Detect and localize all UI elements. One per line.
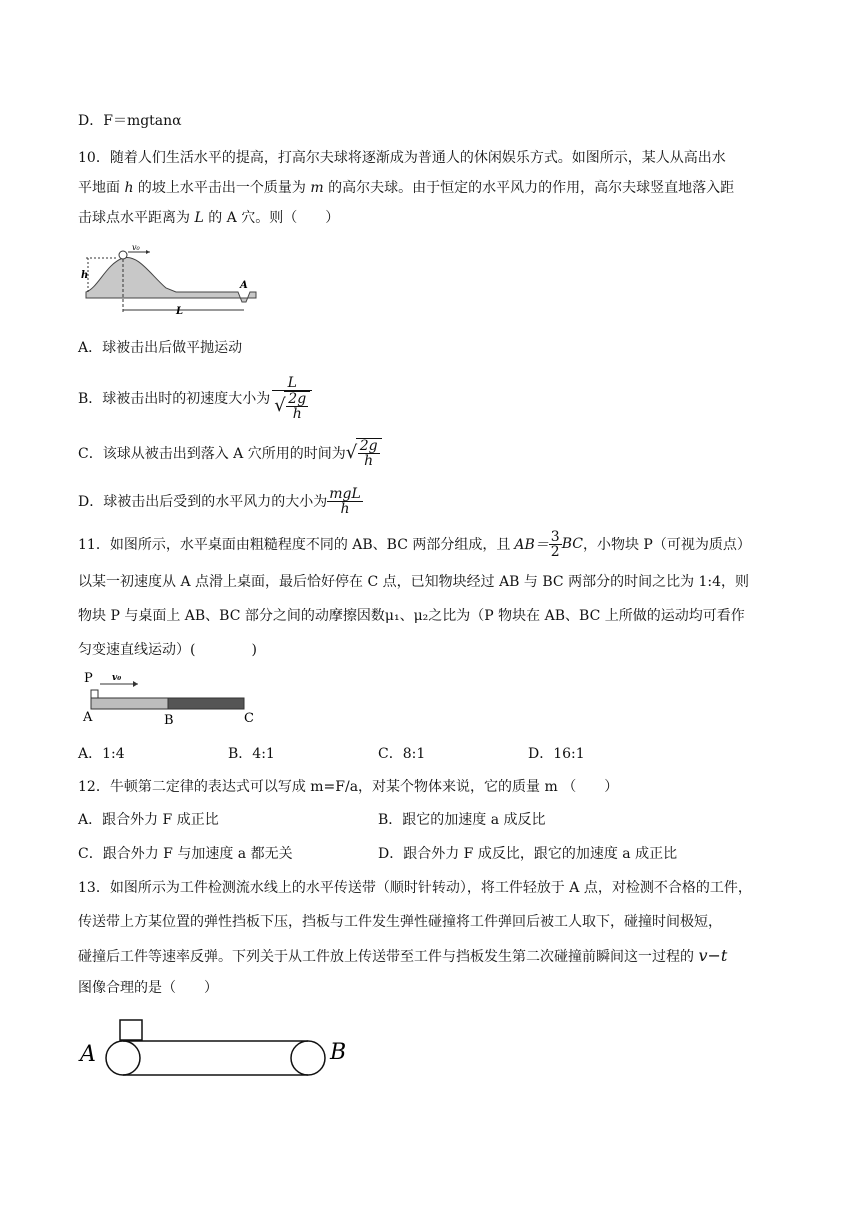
- fraction: [327, 487, 363, 516]
- v0-arrow-head: [133, 681, 138, 687]
- q10-text: 平地面: [78, 180, 125, 196]
- q10-var-L: L: [194, 210, 204, 226]
- conveyor-figure: [78, 1016, 358, 1080]
- q13-var-vt: v−t: [698, 946, 728, 965]
- fraction-numerator: 2g: [359, 438, 378, 454]
- label-h: h: [81, 270, 89, 281]
- q10-stem-line1: 10．随着人们生活水平的提高，打高尔夫球将逐渐成为普通人的休闲娱乐方式。如图所示，某人从高出水: [78, 150, 726, 166]
- q11-option-d: D．16:1: [528, 746, 585, 762]
- option-text: C．该球从被击出到落入 A 穴所用的时间为: [78, 446, 346, 462]
- label-v0: v₀: [112, 673, 122, 683]
- v0-arrow-head: [146, 250, 150, 254]
- q10-option-d: [78, 483, 363, 519]
- fraction: [358, 439, 380, 468]
- fraction: [272, 376, 312, 421]
- fraction-denominator: h: [340, 500, 350, 517]
- q10-text: 击球点水平距离为: [78, 210, 195, 226]
- q11-stem-line1: [78, 526, 751, 562]
- q10-option-a: A．球被击出后做平抛运动: [78, 340, 243, 356]
- inner-denominator: h: [292, 405, 302, 422]
- q10-text: 的 A 穴。则（ ）: [203, 210, 340, 226]
- pulley-right: [291, 1041, 325, 1075]
- fraction-numerator: L: [272, 376, 312, 391]
- fraction-denominator: 2: [550, 543, 560, 560]
- workpiece: [120, 1020, 142, 1040]
- label-B: B: [164, 713, 174, 728]
- inner-fraction: [286, 392, 308, 421]
- label-P: P: [84, 671, 93, 686]
- option-text: D．球被击出后受到的水平风力的大小为: [78, 494, 328, 510]
- segment-BC: [168, 698, 244, 709]
- label-A: A: [240, 280, 248, 291]
- radical-sign: √: [345, 442, 358, 463]
- q12-stem: 12．牛顿第二定律的表达式可以写成 m=F/a，对某个物体来说，它的质量 m （ ）: [78, 779, 619, 795]
- q11-stem-line3: 物块 P 与桌面上 AB、BC 部分之间的动摩擦因数μ₁、μ₂之比为（P 物块在 AB、BC 上所做的运动均可看作: [78, 608, 745, 624]
- fraction-denominator: h: [364, 453, 374, 469]
- pulley-left: [106, 1041, 140, 1075]
- q13-stem-line1: 13．如图所示为工件检测流水线上的水平传送带（顺时针转动），将工件轻放于 A 点，对检测不合格的工件，: [78, 880, 752, 896]
- q11-stem-line2: 以某一初速度从 A 点滑上桌面，最后恰好停在 C 点，已知物块经过 AB 与 BC 两部分的时间之比为 1:4，则: [78, 574, 750, 590]
- q9-option-d: D．F＝mgtanα: [78, 113, 182, 129]
- q13-text: 碰撞后工件等速率反弹。下列关于从工件放上传送带至工件与挡板发生第二次碰撞前瞬间这一过程的: [78, 949, 699, 965]
- q10-var-h: h: [124, 180, 134, 196]
- q12-option-a: A．跟合外力 F 成正比: [78, 812, 219, 828]
- q12-option-d: D．跟合外力 F 成反比，跟它的加速度 a 成正比: [378, 846, 678, 862]
- option-text: B．球被击出时的初速度大小为: [78, 391, 271, 407]
- sqrt: [346, 438, 382, 468]
- hill-shape: [86, 257, 256, 302]
- inner-numerator: 2g: [288, 390, 307, 407]
- q11-eq-rhs: BC: [561, 536, 583, 552]
- q12-option-c: C．跟合外力 F 与加速度 a 都无关: [78, 846, 293, 862]
- q11-eq-lhs: AB＝: [514, 537, 549, 553]
- q12-option-b: B．跟它的加速度 a 成反比: [378, 812, 546, 828]
- q11-text: 11．如图所示，水平桌面由粗糙程度不同的 AB、BC 两部分组成，且: [78, 537, 511, 553]
- q10-option-c: [78, 433, 382, 473]
- q11-fraction: [549, 530, 562, 559]
- q11-option-c: C．8:1: [378, 746, 426, 762]
- radical-sign: √: [274, 394, 286, 416]
- q10-text: 的高尔夫球。由于恒定的水平风力的作用，高尔夫球竖直地落入距: [323, 180, 735, 196]
- q11-option-a: A．1:4: [78, 746, 125, 762]
- q11-option-b: B．4:1: [228, 746, 275, 762]
- table-figure: [80, 668, 270, 728]
- q10-var-m: m: [310, 180, 324, 196]
- fraction-numerator: mgL: [329, 485, 361, 502]
- label-B: B: [330, 1040, 347, 1065]
- q10-stem-line3: [78, 208, 339, 228]
- label-A: A: [83, 710, 93, 725]
- q10-option-b: [78, 368, 312, 428]
- q10-text: 的坡上水平击出一个质量为: [133, 180, 311, 196]
- block-P: [91, 690, 98, 698]
- q11-text: ，小物块 P（可视为质点）: [582, 537, 751, 553]
- q13-stem-line4: 图像合理的是（ ）: [78, 980, 218, 996]
- label-v0: v₀: [132, 244, 140, 252]
- q13-stem-line3: [78, 946, 727, 967]
- label-L: L: [176, 306, 184, 317]
- golf-hill-figure: [78, 244, 258, 318]
- sqrt: [274, 391, 310, 421]
- label-C: C: [244, 711, 254, 726]
- q13-stem-line2: 传送带上方某位置的弹性挡板下压，挡板与工件发生弹性碰撞将工件弹回后被工人取下，碰撞时间极短，: [78, 914, 722, 930]
- label-A: A: [80, 1042, 96, 1067]
- fraction-denominator: [272, 391, 312, 421]
- golf-ball: [119, 251, 127, 259]
- fraction-numerator: 3: [550, 528, 560, 545]
- q10-stem-line2: [78, 178, 734, 198]
- segment-AB: [91, 698, 168, 709]
- q11-stem-line4: 匀变速直线运动）( ): [78, 642, 257, 658]
